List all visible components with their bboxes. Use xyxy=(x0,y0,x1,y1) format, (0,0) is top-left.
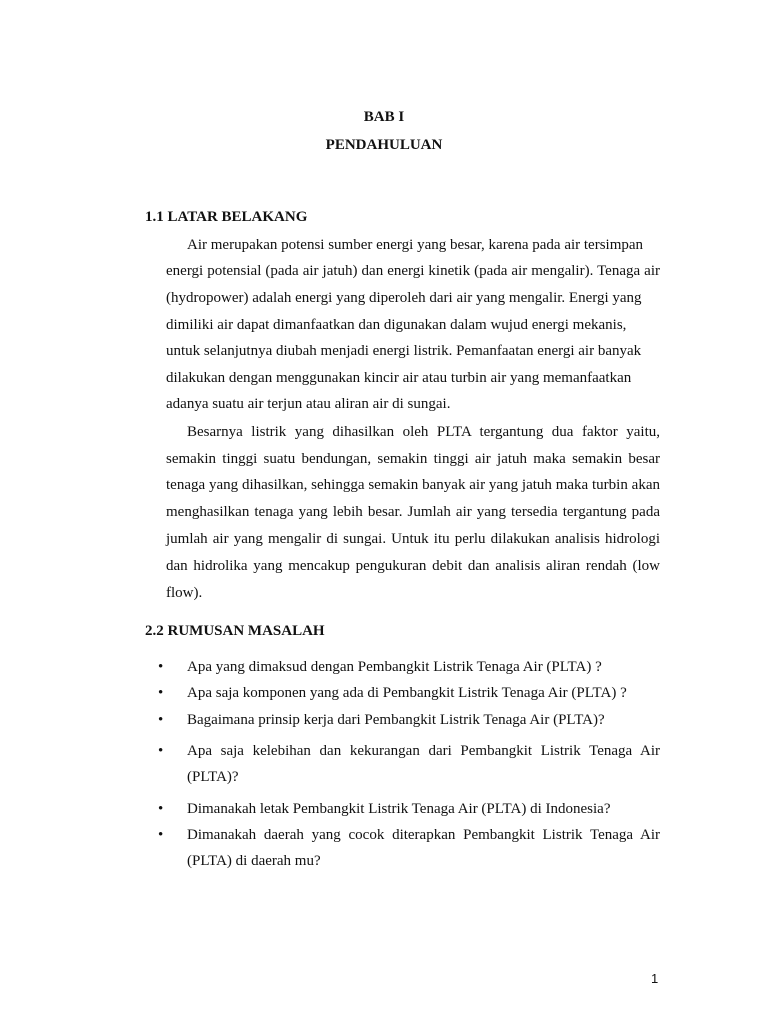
bullet-icon: • xyxy=(158,801,164,817)
bullet-icon: • xyxy=(158,659,164,675)
bullet-icon: • xyxy=(158,827,164,843)
chapter-number: BAB I xyxy=(363,109,405,125)
text-line: adanya suatu air terjun atau aliran air di sungai. xyxy=(166,396,451,412)
list-item-continuation: (PLTA) di daerah mu? xyxy=(187,853,321,869)
text-line: energi potensial (pada air jatuh) dan energi kinetik (pada air mengalir). Tenaga air xyxy=(166,263,660,279)
text-line: dimiliki air dapat dimanfaatkan dan digunakan dalam wujud energi mekanis, xyxy=(166,317,627,333)
list-item: Apa yang dimaksud dengan Pembangkit Listrik Tenaga Air (PLTA) ? xyxy=(187,659,602,675)
bullet-icon: • xyxy=(158,743,164,759)
bullet-icon: • xyxy=(158,712,164,728)
text-line: dan hidrolika yang mencakup pengukuran debit dan analisis aliran rendah (low xyxy=(166,558,660,574)
text-line: tenaga yang dihasilkan, sehingga semakin banyak air yang jatuh maka turbin akan xyxy=(166,477,660,493)
text-line: untuk selanjutnya diubah menjadi energi listrik. Pemanfaatan energi air banyak xyxy=(166,343,642,359)
section-heading-rumusan-masalah: 2.2 RUMUSAN MASALAH xyxy=(145,623,325,639)
text-line: semakin tinggi suatu bendungan, semakin tinggi air jatuh maka semakin besar xyxy=(166,451,660,467)
text-line: (hydropower) adalah energi yang diperoleh dari air yang mengalir. Energi yang xyxy=(166,290,642,306)
list-item: Apa saja kelebihan dan kekurangan dari Pembangkit Listrik Tenaga Air xyxy=(187,743,660,759)
text-line: flow). xyxy=(166,585,203,601)
list-item: Dimanakah daerah yang cocok diterapkan Pembangkit Listrik Tenaga Air xyxy=(187,827,660,843)
chapter-title: PENDAHULUAN xyxy=(325,137,443,153)
text-line: Besarnya listrik yang dihasilkan oleh PLTA tergantung dua faktor yaitu, xyxy=(187,424,660,440)
text-line: Air merupakan potensi sumber energi yang besar, karena pada air tersimpan xyxy=(187,237,644,253)
list-item: Dimanakah letak Pembangkit Listrik Tenaga Air (PLTA) di Indonesia? xyxy=(187,801,611,817)
text-line: dilakukan dengan menggunakan kincir air atau turbin air yang memanfaatkan xyxy=(166,370,632,386)
text-line: jumlah air yang mengalir di sungai. Untuk itu perlu dilakukan analisis hidrologi xyxy=(166,531,660,547)
page-number: 1 xyxy=(651,971,659,986)
text-line: menghasilkan tenaga yang lebih besar. Jumlah air yang tersedia tergantung pada xyxy=(166,504,660,520)
section-heading-latar-belakang: 1.1 LATAR BELAKANG xyxy=(145,209,308,225)
list-item: Bagaimana prinsip kerja dari Pembangkit Listrik Tenaga Air (PLTA)? xyxy=(187,712,605,728)
list-item: Apa saja komponen yang ada di Pembangkit Listrik Tenaga Air (PLTA) ? xyxy=(187,685,627,701)
bullet-icon: • xyxy=(158,685,164,701)
list-item-continuation: (PLTA)? xyxy=(187,769,239,785)
